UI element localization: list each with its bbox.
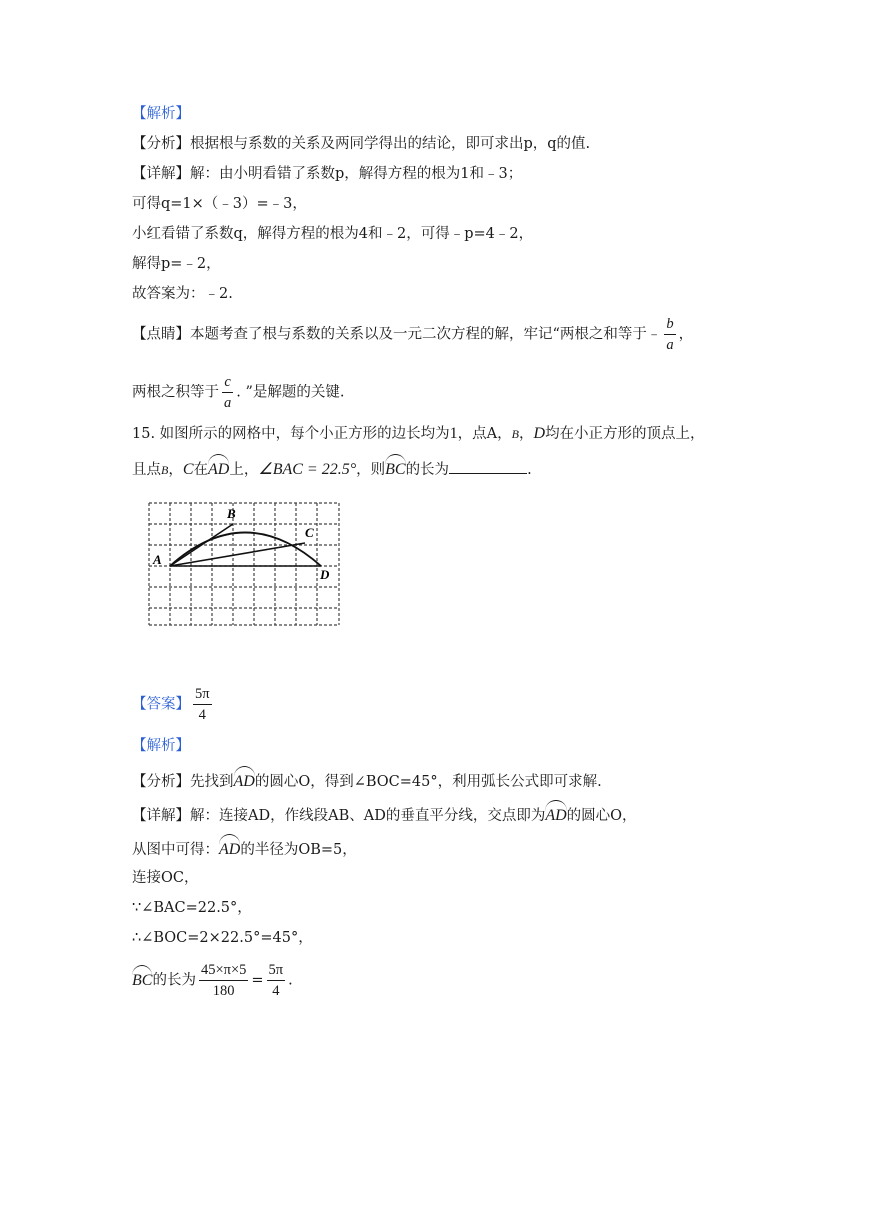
point-label: B bbox=[511, 427, 519, 441]
fraction-denominator: 4 bbox=[272, 983, 280, 999]
question-text: . bbox=[527, 462, 532, 478]
detail-line-1 bbox=[132, 164, 522, 184]
remark-end: ， bbox=[678, 326, 694, 343]
fraction-b-over-a bbox=[664, 314, 675, 355]
fraction-denominator: 4 bbox=[198, 707, 206, 723]
question-15-line-1 bbox=[132, 424, 705, 444]
section-heading-jiexi: 【解析】 bbox=[132, 106, 190, 122]
question-text: ，则 bbox=[356, 462, 386, 478]
fraction-numerator: c bbox=[222, 372, 233, 393]
detail-line-4: 解得p=﹣2， bbox=[132, 256, 221, 272]
answer-fraction bbox=[193, 684, 212, 725]
label-c: C bbox=[305, 525, 314, 540]
grid-figure bbox=[145, 499, 343, 629]
analysis-text: 根据根与系数的关系及两同学得出的结论，即可求出p，q的值. bbox=[190, 136, 591, 152]
detail-line-7 bbox=[132, 834, 357, 860]
fraction-denominator: 180 bbox=[212, 983, 235, 999]
question-text: 上， bbox=[229, 462, 259, 478]
question-text: 15. 如图所示的网格中，每个小正方形的边长均为 bbox=[132, 426, 450, 442]
analysis-line-2 bbox=[132, 766, 602, 792]
detail-text: 的长为 bbox=[152, 972, 196, 989]
equals-sign: = bbox=[251, 972, 264, 989]
detail-text: 解：连接AD，作线段AB、AD的垂直平分线，交点即为 bbox=[190, 808, 546, 824]
question-text: ， bbox=[519, 426, 534, 442]
question-text: 且点 bbox=[132, 462, 161, 478]
detail-line-6 bbox=[132, 800, 637, 826]
side-length: 1 bbox=[449, 425, 458, 442]
analysis-tag: 【分析】 bbox=[132, 774, 190, 790]
question-text: 在 bbox=[193, 462, 209, 478]
fraction-denominator: a bbox=[224, 395, 232, 411]
remark-line bbox=[132, 314, 693, 355]
label-b: B bbox=[227, 506, 236, 521]
question-text: 均在小正方形的顶点上， bbox=[545, 426, 705, 442]
arc-ad: AD bbox=[219, 834, 240, 860]
label-a: A bbox=[153, 552, 162, 567]
detail-text: 的半径为OB=5， bbox=[240, 842, 357, 858]
fraction-numerator: 45×π×5 bbox=[199, 960, 248, 981]
fraction-numerator: 5π bbox=[193, 684, 212, 705]
question-text: ，点A， bbox=[457, 426, 512, 442]
arc-ad: AD bbox=[234, 766, 255, 792]
fraction-c-over-a bbox=[222, 372, 233, 413]
question-text: ， bbox=[168, 462, 183, 478]
analysis-text: 的圆心O，得到∠BOC=45°，利用弧长公式即可求解. bbox=[254, 774, 602, 790]
detail-line-5: 故答案为：﹣2. bbox=[132, 286, 233, 302]
point-label: C bbox=[182, 461, 194, 478]
remark-product-end: . ”是解题的关键. bbox=[236, 384, 345, 401]
analysis-line bbox=[132, 134, 590, 154]
result-fraction bbox=[267, 960, 286, 1001]
fraction-denominator: a bbox=[666, 337, 674, 353]
detail-tag: 【详解】 bbox=[132, 166, 190, 182]
section-heading-jiexi-2: 【解析】 bbox=[132, 738, 190, 754]
detail-tag: 【详解】 bbox=[132, 808, 190, 824]
point-label: B bbox=[161, 463, 169, 477]
angle-bac: ∠BAC = 22.5° bbox=[258, 461, 357, 478]
remark-text: 本题考查了根与系数的关系以及一元二次方程的解，牢记“两根之和等于﹣ bbox=[190, 326, 662, 343]
segment-ac bbox=[170, 543, 305, 566]
remark-line-2 bbox=[132, 372, 345, 413]
detail-line-8: 连接OC， bbox=[132, 870, 199, 886]
detail-line-11 bbox=[132, 960, 293, 1001]
detail-text: 从图中可得： bbox=[132, 842, 219, 858]
detail-text: 的圆心O， bbox=[566, 808, 637, 824]
arc-bc: BC bbox=[385, 454, 405, 480]
detail-line-3: 小红看错了系数q，解得方程的根为4和﹣2，可得﹣p=4﹣2， bbox=[132, 226, 534, 242]
arc-ad-curve bbox=[170, 533, 321, 567]
analysis-text: 先找到 bbox=[190, 774, 234, 790]
period: . bbox=[288, 972, 293, 989]
fraction-numerator: 5π bbox=[267, 960, 286, 981]
answer-line bbox=[132, 684, 215, 725]
point-label: D bbox=[533, 425, 546, 442]
label-d: D bbox=[320, 567, 330, 582]
detail-line-10: ∴∠BOC=2×22.5°=45°， bbox=[132, 930, 313, 946]
detail-text: 解：由小明看错了系数p，解得方程的根为1和﹣3； bbox=[190, 166, 523, 182]
remark-product-text: 两根之积等于 bbox=[132, 384, 219, 401]
question-text: 的长为 bbox=[405, 462, 450, 478]
arc-bc: BC bbox=[132, 965, 152, 991]
detail-line-9: ∵∠BAC=22.5°， bbox=[132, 900, 252, 916]
detail-line-2: 可得q=1×（﹣3）=﹣3， bbox=[132, 196, 307, 212]
arc-ad: AD bbox=[545, 800, 566, 826]
answer-blank bbox=[449, 459, 527, 474]
answer-tag: 【答案】 bbox=[132, 696, 190, 713]
arc-ad: AD bbox=[208, 454, 229, 480]
analysis-tag: 【分析】 bbox=[132, 136, 190, 152]
question-15-line-2 bbox=[132, 454, 532, 480]
fraction-numerator: b bbox=[664, 314, 675, 335]
remark-tag: 【点睛】 bbox=[132, 326, 190, 343]
arc-length-fraction bbox=[199, 960, 248, 1001]
